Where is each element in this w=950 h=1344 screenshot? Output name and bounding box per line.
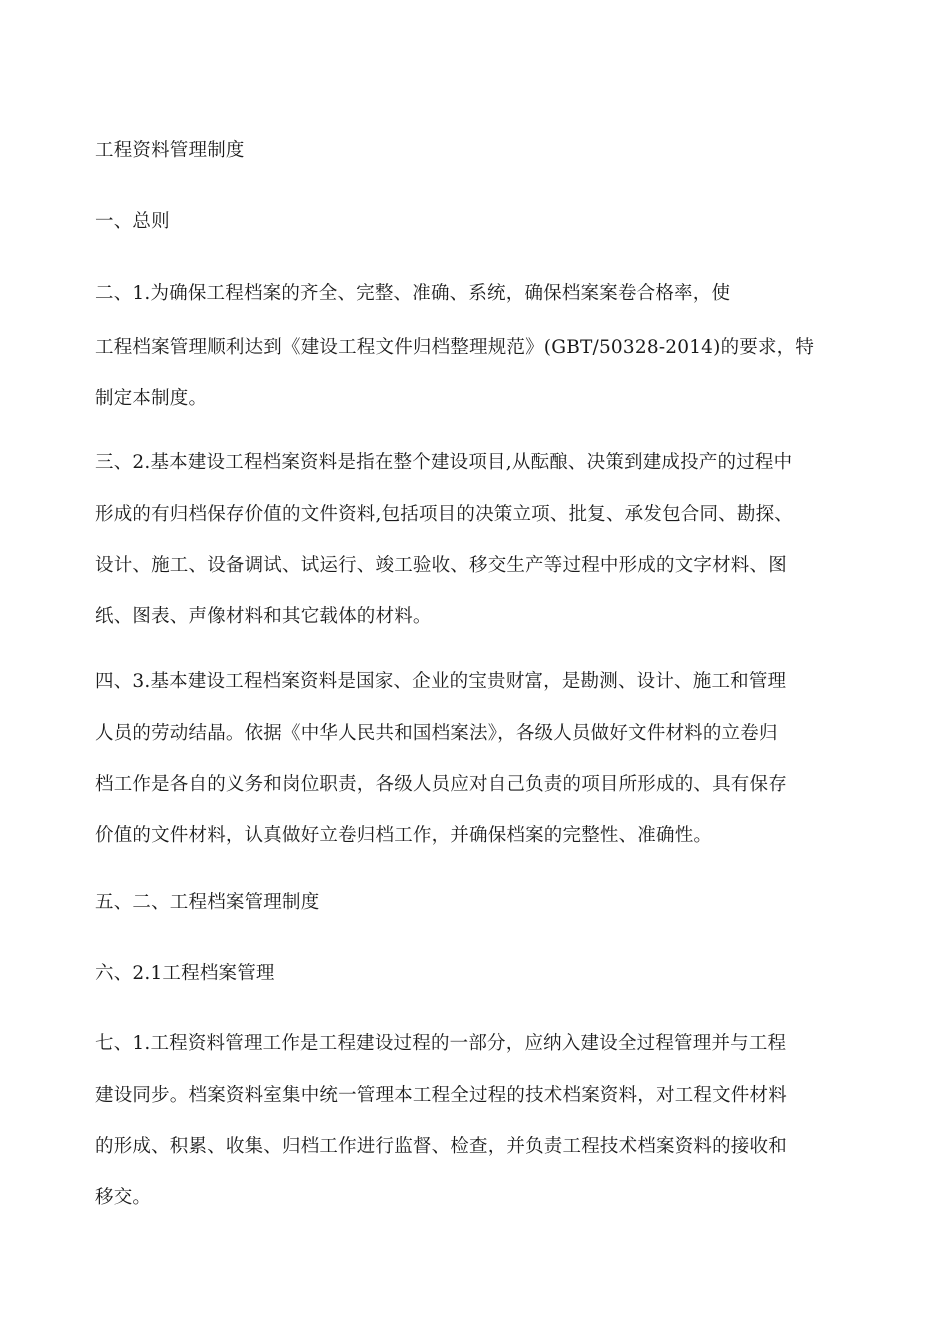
section-heading-general: [95, 204, 847, 240]
text-line: 工程档案管理顺利达到《建设工程文件归档整理规范》(GBT/50328-2014)的要求，特: [95, 337, 815, 358]
text-line: 价值的文件材料，认真做好立卷归档工作，并确保档案的完整性、准确性。: [95, 825, 713, 846]
text-line: 工程资料管理制度: [95, 140, 245, 161]
text-line: 移交。: [95, 1187, 152, 1208]
text-line: 形成的有归档保存价值的文件资料,包括项目的决策立项、批复、承发包合同、勘探、: [95, 504, 793, 525]
section-heading-archive-system: [95, 885, 847, 921]
section-heading-archive-management: [95, 956, 847, 992]
paragraph-management-work: [95, 1026, 847, 1223]
text-line: 建设同步。档案资料室集中统一管理本工程全过程的技术档案资料，对工程文件材料: [95, 1085, 787, 1106]
text-line: 档工作是各自的义务和岗位职责，各级人员应对自己负责的项目所形成的、具有保存: [95, 774, 787, 795]
text-line: 四、3.基本建设工程档案资料是国家、企业的宝贵财富，是勘测、设计、施工和管理: [95, 671, 787, 692]
paragraph-responsibility: [95, 664, 847, 861]
text-line: 七、1.工程资料管理工作是工程建设过程的一部分，应纳入建设全过程管理并与工程: [95, 1033, 787, 1054]
text-line: 的形成、积累、收集、归档工作进行监督、检查，并负责工程技术档案资料的接收和: [95, 1136, 787, 1157]
paragraph-definition: [95, 445, 847, 642]
text-line: 六、2.1工程档案管理: [95, 963, 275, 984]
document-title: [95, 133, 847, 169]
paragraph-purpose: [95, 276, 847, 424]
text-line: 一、总则: [95, 211, 170, 232]
text-line: 二、1.为确保工程档案的齐全、完整、准确、系统，确保档案案卷合格率，使: [95, 283, 731, 304]
text-line: 制定本制度。: [95, 388, 208, 409]
text-line: 三、2.基本建设工程档案资料是指在整个建设项目,从酝酿、决策到建成投产的过程中: [95, 452, 793, 473]
text-line: 五、二、工程档案管理制度: [95, 892, 320, 913]
text-line: 人员的劳动结晶。依据《中华人民共和国档案法》，各级人员做好文件材料的立卷归: [95, 723, 778, 744]
text-line: 纸、图表、声像材料和其它载体的材料。: [95, 606, 432, 627]
text-line: 设计、施工、设备调试、试运行、竣工验收、移交生产等过程中形成的文字材料、图: [95, 555, 787, 576]
